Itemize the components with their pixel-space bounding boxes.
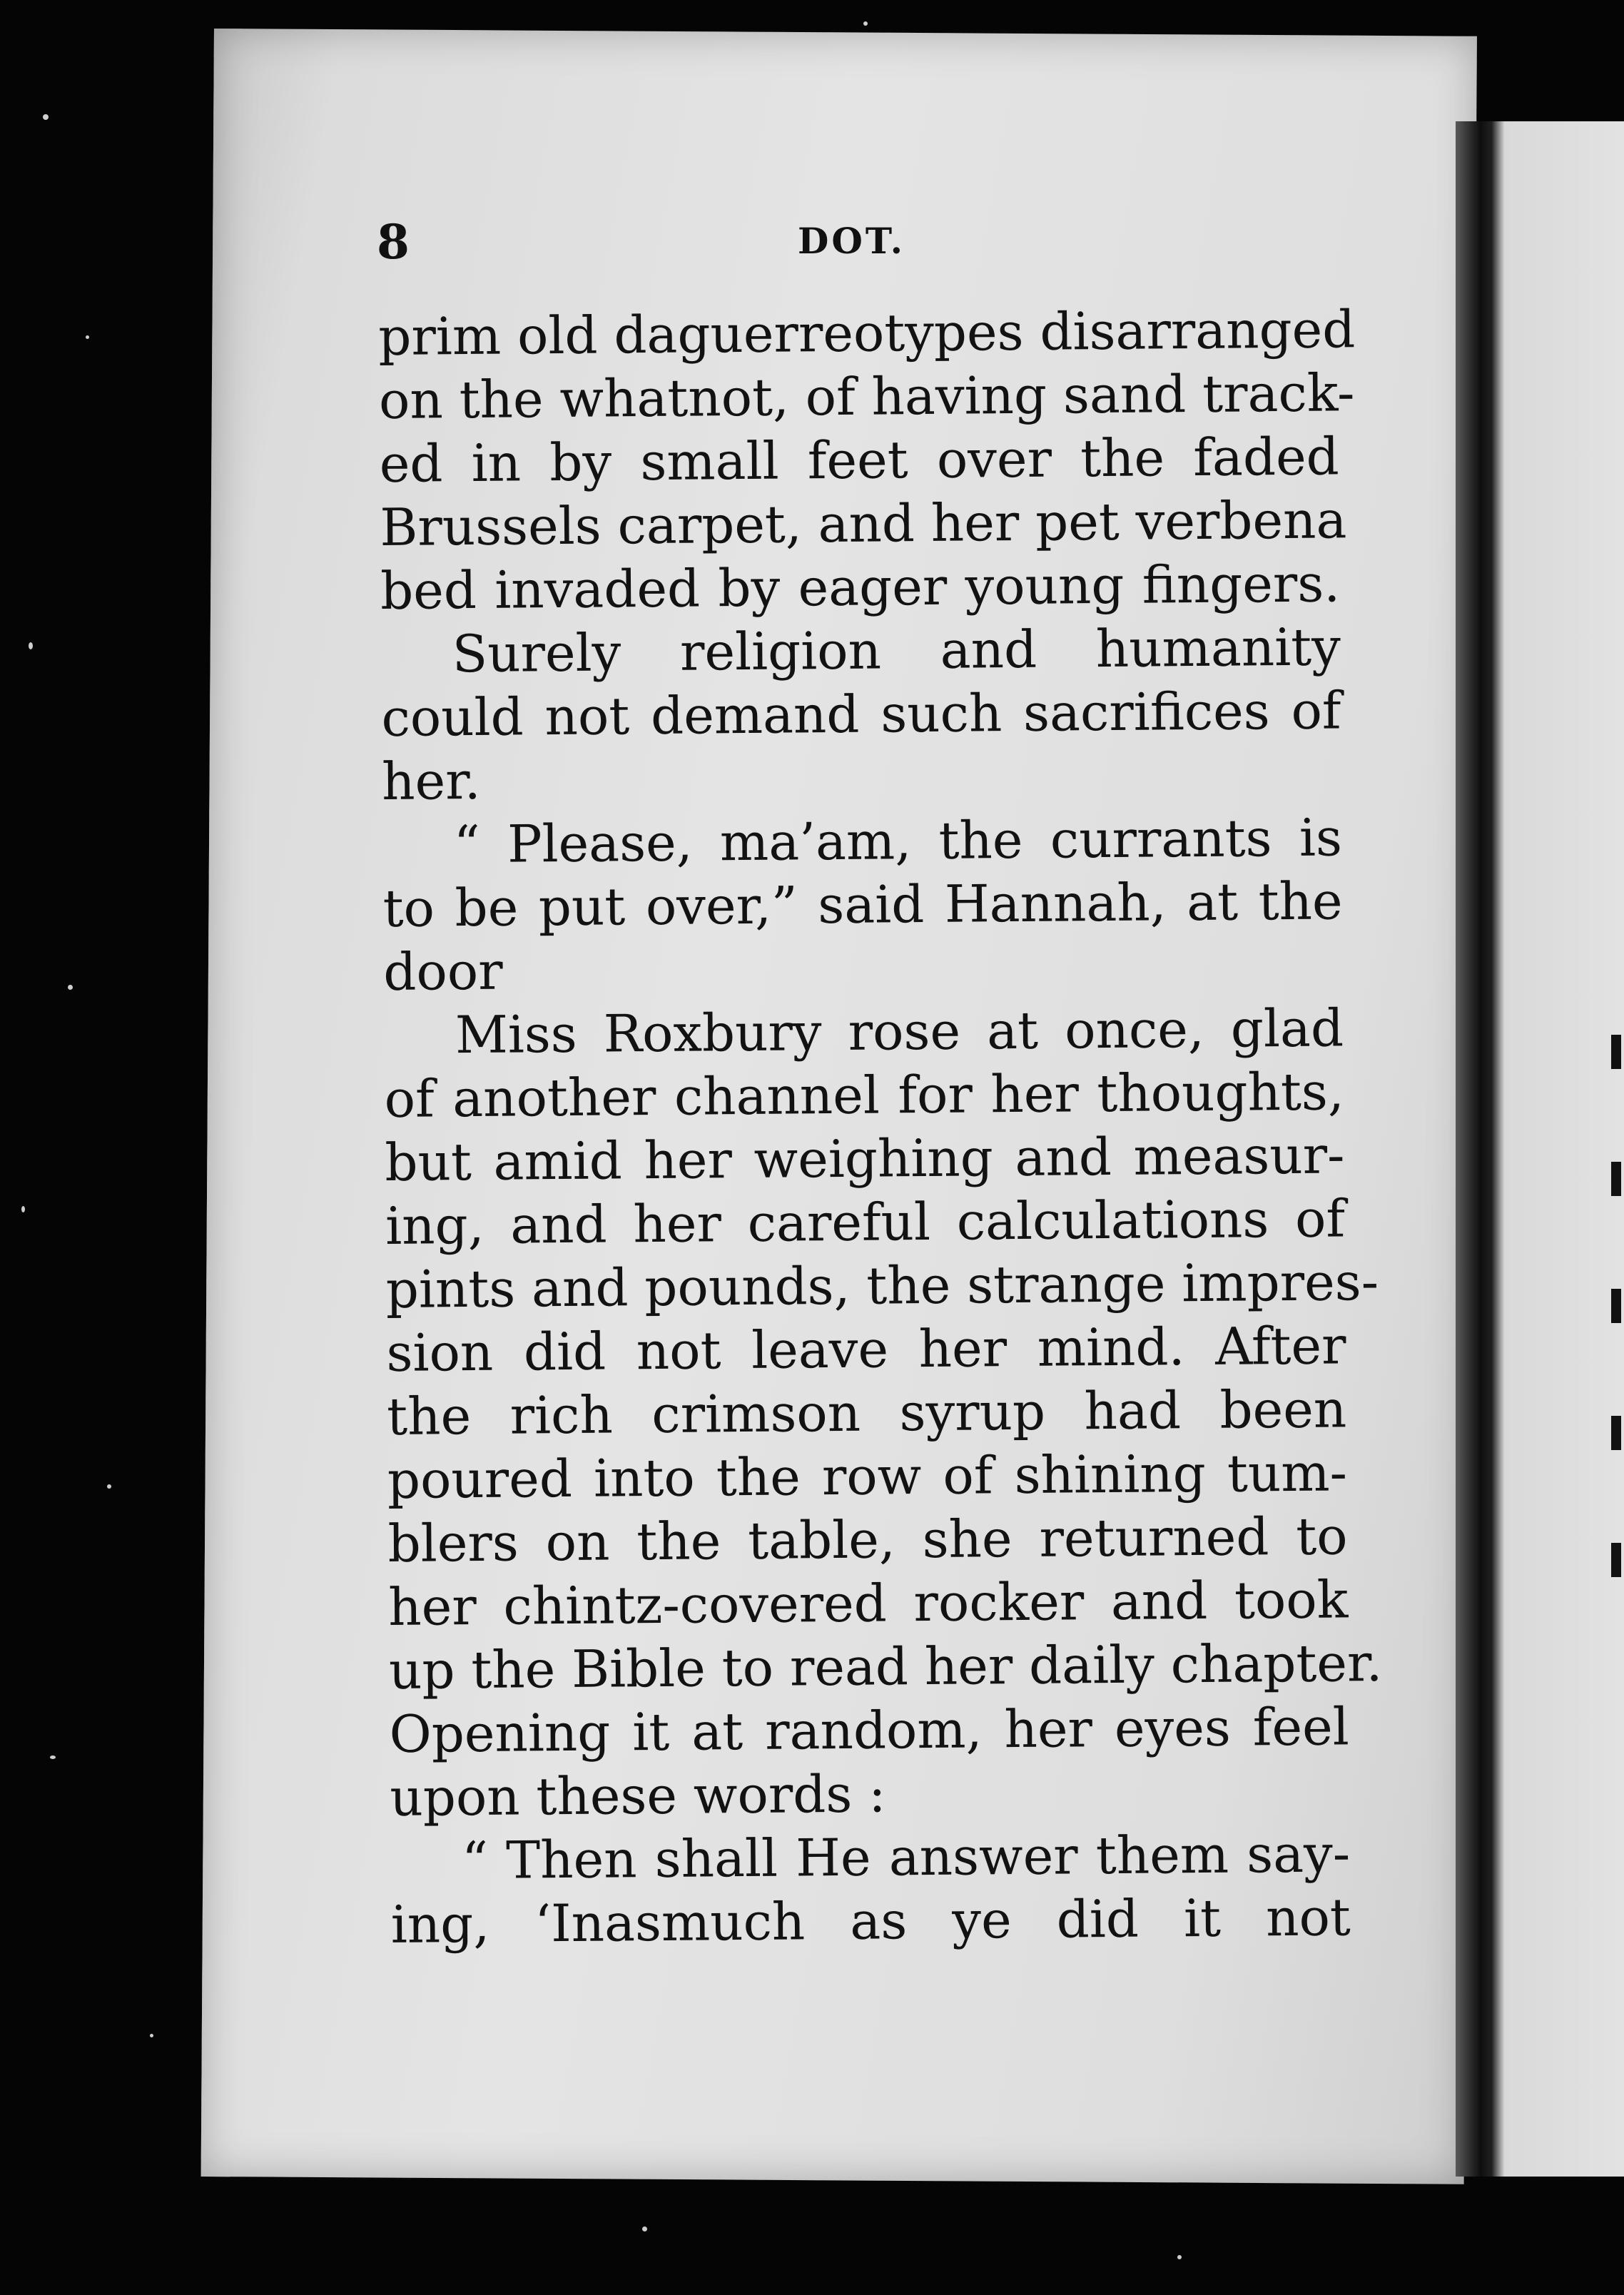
text-line: “ Please, ma’am, the currants is — [453, 807, 1343, 875]
film-speck — [642, 2226, 647, 2231]
film-speck — [150, 2034, 153, 2037]
text-fragment — [1611, 1543, 1621, 1577]
film-speck — [1177, 2255, 1182, 2259]
film-speck — [50, 1756, 56, 1759]
text-line: blers on the table, she returned to — [387, 1506, 1348, 1574]
text-line: bed invaded by eager young fingers. — [380, 553, 1341, 621]
running-head — [377, 214, 1347, 271]
text-line: Miss Roxbury rose at once, glad — [455, 998, 1344, 1065]
film-speck — [21, 1206, 25, 1212]
text-line: but amid her weighing and measur- — [385, 1125, 1345, 1192]
text-line: pints and pounds, the strange impres- — [385, 1252, 1379, 1319]
body-text — [378, 298, 1383, 1956]
text-line: of another channel for her thoughts, — [384, 1061, 1345, 1129]
film-speck — [86, 335, 89, 339]
text-line: ing, and her careful calculations of — [385, 1188, 1346, 1256]
text-line: could not demand such sacrifices of — [381, 680, 1341, 748]
film-speck — [43, 114, 49, 120]
text-fragment — [1611, 1289, 1621, 1323]
text-line: her chintz-covered rocker and took — [387, 1569, 1349, 1637]
film-speck — [863, 21, 868, 26]
text-line: ing, ‘Inasmuch as ye did it not — [390, 1887, 1351, 1955]
text-fragment — [1611, 1035, 1621, 1069]
text-line: on the whatnot, of having sand track- — [378, 363, 1355, 430]
text-fragment — [1611, 1162, 1621, 1196]
text-line: prim old daguerreotypes disarranged — [378, 299, 1356, 367]
text-line: Surely religion and humanity — [452, 617, 1341, 684]
facing-page-text-fragments — [1611, 1035, 1624, 1677]
text-line: upon these words : — [390, 1763, 886, 1828]
text-line: the rich crimson syrup had been — [386, 1379, 1347, 1447]
text-line: Brussels carpet, and her pet verbena — [380, 490, 1347, 557]
text-fragment — [1611, 1416, 1621, 1450]
text-line: door — [383, 941, 503, 1002]
film-speck — [29, 642, 33, 649]
text-line: up the Bible to read her daily chapter. — [388, 1633, 1383, 1701]
film-speck — [107, 1484, 111, 1489]
text-line: poured into the row of shining tum- — [387, 1442, 1348, 1510]
facing-page — [1491, 121, 1624, 2177]
film-speck — [68, 985, 73, 990]
page-number: 8 — [377, 214, 410, 270]
text-line: her. — [381, 750, 481, 811]
text-line: to be put over,” said Hannah, at the — [382, 871, 1343, 938]
text-line: Opening it at random, her eyes feel — [389, 1696, 1350, 1764]
text-line: “ Then shall He answer them say- — [461, 1823, 1351, 1891]
text-line: ed in by small feet over the faded — [379, 426, 1340, 494]
text-line: sion did not leave her mind. After — [386, 1315, 1346, 1383]
running-title: DOT. — [798, 220, 906, 262]
